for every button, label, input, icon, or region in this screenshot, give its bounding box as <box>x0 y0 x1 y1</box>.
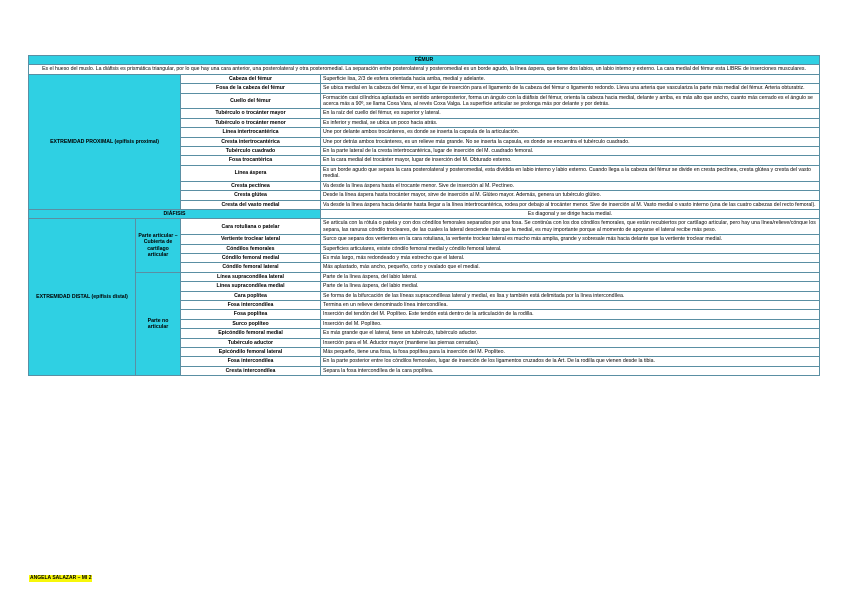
structure-name: Cóndilo femoral lateral <box>181 263 321 272</box>
structure-description: Superficies articulares, existe cóndilo femoral medial y cóndilo femoral lateral. <box>321 244 820 253</box>
structure-description: Parte de la línea áspera, del labio lateral. <box>321 272 820 281</box>
structure-description: Inserción del tendón del M. Poplíteo. Este tendón está dentro de la articulación de la rodilla. <box>321 310 820 319</box>
structure-description: Más aplastado, más ancho, pequeño, corto y ovalado que el medial. <box>321 263 820 272</box>
structure-name: Cara rotuliana o patelar <box>181 219 321 235</box>
structure-name: Línea supracondílea lateral <box>181 272 321 281</box>
region-diafisis: DIÁFISIS <box>29 209 321 218</box>
title-row <box>29 56 820 65</box>
structure-name: Cresta intertrocantérica <box>181 137 321 146</box>
structure-description: Se forma de la bifurcación de las líneas supracondíleas lateral y medial, es lisa y también está delimitada por la línea intercondílea. <box>321 291 820 300</box>
structure-description: Inserción del M. Poplíteo. <box>321 319 820 328</box>
region-proximal: EXTREMIDAD PROXIMAL (epífisis proximal) <box>29 74 181 209</box>
structure-description: Surco que separa dos vertientes en la cara rotuliana, la vertiente troclear lateral es mucho más amplia, grande y sobresale más hacia delante que la vertiente troclear medial. <box>321 235 820 244</box>
structure-description: Superficie lisa, 2/3 de esfera orientada hacia arriba, medial y adelante. <box>321 74 820 83</box>
structure-name: Línea intertrocantérica <box>181 128 321 137</box>
structure-description: En la raíz del cuello del fémur, es superior y lateral. <box>321 109 820 118</box>
subregion-articular: Parte articular – Cubierta de cartílago articular <box>136 219 181 272</box>
table-body <box>29 56 820 376</box>
structure-name: Cóndilos femorales <box>181 244 321 253</box>
structure-name: Tubérculo aductor <box>181 338 321 347</box>
structure-name: Fosa intercondílea <box>181 300 321 309</box>
structure-name: Surco poplíteo <box>181 319 321 328</box>
table-row <box>29 272 820 281</box>
structure-name: Cóndilo femoral medial <box>181 253 321 262</box>
structure-name: Línea áspera <box>181 165 321 181</box>
structure-name: Vertiente troclear lateral <box>181 235 321 244</box>
structure-name: Cresta intercondílea <box>181 366 321 375</box>
structure-name: Cuello del fémur <box>181 93 321 109</box>
author-label: ANGELA SALAZAR – MI 2 <box>30 575 92 581</box>
structure-description: Termina en un relieve denominado línea intercondílea. <box>321 300 820 309</box>
region-distal: EXTREMIDAD DISTAL (epífisis distal) <box>29 219 136 376</box>
structure-description: Es inferior y medial, se ubica un poco hacia atrás. <box>321 118 820 127</box>
structure-name: Epicóndilo femoral medial <box>181 329 321 338</box>
structure-description: En la cara medial del trocánter mayor, lugar de inserción del M. Obturado externo. <box>321 156 820 165</box>
structure-description: En la parte lateral de la cresta intertrocantérica, lugar de inserción del M. cuadrado femoral. <box>321 147 820 156</box>
structure-description: Parte de la línea áspera, del labio medial. <box>321 282 820 291</box>
structure-name: Tubérculo o trocánter mayor <box>181 109 321 118</box>
structure-description: Va desde la línea áspera hasta el trocante menor. Sive de inserción al M. Pectíneo. <box>321 181 820 190</box>
structure-name: Fosa de la cabeza del fémur <box>181 84 321 93</box>
structure-name: Cresta pectínea <box>181 181 321 190</box>
structure-description: Inserción para el M. Aductor mayor (mantiene las piernas cerradas). <box>321 338 820 347</box>
structure-name: Cara poplítea <box>181 291 321 300</box>
subregion-non-articular: Parte no articular <box>136 272 181 375</box>
structure-name: Fosa intercondílea <box>181 357 321 366</box>
structure-description: Va desde la línea áspera hacia delante hasta llegar a la línea intertrocantérica, rodea por debajo al trocánter menor. Sive de inserción al M. Vasto medial o vasto interno (una de las cuatro cabezas del recto femoral). <box>321 200 820 209</box>
structure-name: Tubérculo o trocánter menor <box>181 118 321 127</box>
structure-description: Se articula con la rótula o patela y con dos cóndilos femorales separados por una fosa. Se continúa con los dos cóndilos femorales, que están recubiertos por cartílago articular, pero hay una línea/relieve/cónque los separa, las ranuras cóndilo trocleares, de las cuales la lateral desciende más que la medial, es muy importante porque al momento de apoyarse el lateral recibe más peso. <box>321 219 820 235</box>
table-row <box>29 219 820 235</box>
diafisis-description: Es diagonal y se dirige hacia medial. <box>321 209 820 218</box>
table-row <box>29 74 820 83</box>
structure-description: Es más largo, más redondeado y más estrecho que el lateral. <box>321 253 820 262</box>
structure-name: Tubérculo cuadrado <box>181 147 321 156</box>
structure-description: Se ubica medial en la cabeza del fémur, es el lugar de inserción para el ligamento de la cabeza del fémur o ligamento redondo. Lleva una arteria que vasculariza la parte más medial del fémur. Arteria obturatriz. <box>321 84 820 93</box>
structure-description: Separa la fosa intercondílea de la cara poplítea. <box>321 366 820 375</box>
structure-description: Une por delante ambos trocánteres, es donde se inserta la capsula de la articulación. <box>321 128 820 137</box>
structure-name: Cresta del vasto medial <box>181 200 321 209</box>
table-title: FÉMUR <box>29 56 820 65</box>
structure-description: Une por detrás ambos trocánteres, es un relieve más grande. No se inserta la capsula, es donde se encuentra el tubérculo cuadrado. <box>321 137 820 146</box>
intro-text: Es el hueso del muslo. La diáfisis es prismática triangular, por lo que hay una cara anterior, una posterolateral y otra posteromedial. La separación entre posterolateral y posteromedial es un borde agudo, la línea áspera, que tiene dos labios, un labio interno y externo. La cara medial del fémur esta LIBRE de inserciones musculares. <box>29 65 820 74</box>
structure-name: Epicóndilo femoral lateral <box>181 348 321 357</box>
structure-description: Más pequeño, tiene una fosa, la fosa poplítea para la inserción del M. Poplíteo. <box>321 348 820 357</box>
structure-name: Cresta glútea <box>181 191 321 200</box>
structure-description: Formación casi cilíndrica aplastada en sentido anteroposterior, forma un ángulo con la diáfisis del fémur, orienta la cabeza hacia medial, delante y arriba, es más alto que ancho, cuanto más cerrado es el ángulo se acerca más a 90º, se llama Coxa Vara, al revés Coxa Valga. La superficie articular se prolonga más por delante y por detrás. <box>321 93 820 109</box>
structure-description: Desde la línea áspera hasta trocánter mayor, sirve de inserción al M. Glúteo mayor. Además, genera un tubérculo glúteo. <box>321 191 820 200</box>
femur-table <box>28 55 820 376</box>
table-row <box>29 209 820 218</box>
structure-name: Fosa poplítea <box>181 310 321 319</box>
structure-description: Es un borde agudo que separa la cara posterolateral y posteromedial, esta dividida en labio interno y labio externo. Cuando llega a la cabeza del fémur se divide en cresta pectínea, cresta glútea y cresta del vasto medial. <box>321 165 820 181</box>
intro-row <box>29 65 820 74</box>
structure-name: Fosa trocantérica <box>181 156 321 165</box>
structure-name: Línea supracondílea medial <box>181 282 321 291</box>
structure-description: En la parte posterior entre los cóndilos femorales, lugar de inserción de los ligamentos cruzados de la Art. De la rodilla que vienen desde la tibia. <box>321 357 820 366</box>
structure-name: Cabeza del fémur <box>181 74 321 83</box>
structure-description: Es más grande que el lateral, tiene un tubérculo, tubérculo aductor. <box>321 329 820 338</box>
